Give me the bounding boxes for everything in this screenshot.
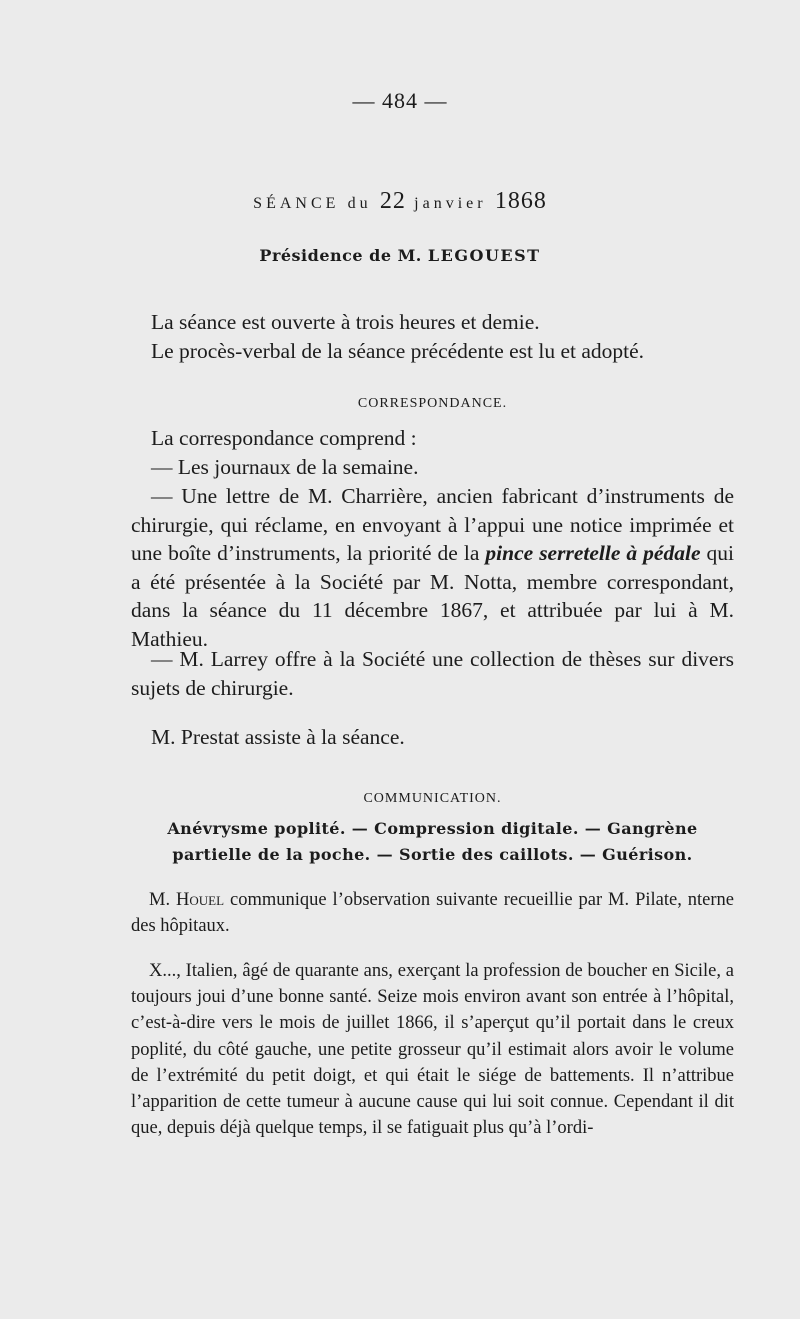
correspondance-item-3: — M. Larrey offre à la Société une collection de thèses sur divers sujets de chirurgie. [131,647,734,700]
correspondance-item-1: — Les journaux de la semaine. [151,455,419,479]
houel-text: communique l’observation suivante recueillie par M. Pilate, nterne des hôpitaux. [131,890,734,937]
opening-line-2: Le procès-verbal de la séance précédente est lu et adopté. [151,339,645,363]
houel-m: M. [149,890,171,910]
subject-line-1: Anévrysme poplité. — Compression digitale. — Gangrène [167,819,698,838]
session-day: 22 [379,188,406,214]
houel-name: Houel [176,890,225,910]
correspondance-intro: La correspondance comprend : [151,426,417,450]
houel-paragraph [131,887,734,939]
item-2-text-before: — Une lettre de M. Charrière, ancien fabricant d’instruments de chirurgie, qui réclame, en envoyant à l’appui une notice imprimée et une boîte d’instruments, la priorité de la [131,484,734,565]
subject-line-2: partielle de la poche. — Sortie des caillots. — Guérison. [172,845,693,864]
presidence-line [0,246,800,265]
communication-heading: COMMUNICATION. [363,791,502,806]
item-2-italic: pince serretelle à pédale [485,541,701,565]
communication-subject [131,816,734,868]
case-body-paragraph: X..., Italien, âgé de quarante ans, exerçant la profession de boucher en Sicile, a toujours joui d’une bonne santé. Seize mois environ avant son entrée à l’hôpital, c’est-à-dire vers le mois de juillet 1866, il s’aperçut qu’il portait dans le creux poplité, du côté gauche, une petite grosseur qu’il estimait alors avoir le volume de l’extrémité du petit doigt, et qui était le siége de battements. Il n’attribue l’apparition de cette tumeur à aucune cause qui lui soit connue. Cependant il dit que, depuis déjà quelque temps, il se fatiguait plus qu’à l’ordi- [131,961,734,1139]
presidence-name: LEGOUEST [427,246,541,265]
presidence-prefix: Présidence de M. [259,246,422,265]
opening-line-1: La séance est ouverte à trois heures et demie. [151,310,540,334]
session-title [0,188,800,215]
correspondance-heading: CORRESPONDANCE. [357,396,508,411]
page-number: — 484 — [352,88,448,113]
session-du: du [347,195,372,212]
item-2-text-after: qui a été présentée à la Société par M. Notta, membre correspondant, dans la séance du 11 décembre 1867, et attribuée par lui à M. Mathieu. [131,541,734,651]
prestat-line: M. Prestat assiste à la séance. [151,725,405,749]
session-year: 1868 [494,188,547,214]
session-prefix: SÉANCE [253,195,340,212]
correspondance-item-2 [131,482,734,653]
session-month: janvier [414,195,487,212]
